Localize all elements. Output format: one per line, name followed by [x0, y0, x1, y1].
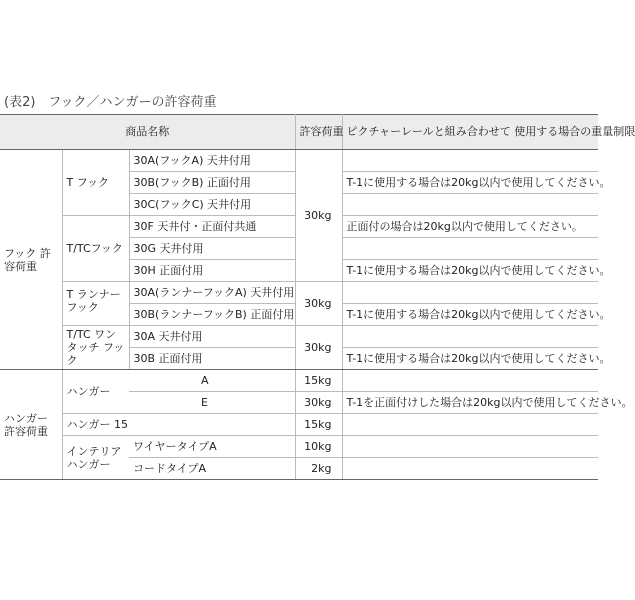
- load-value: 30kg: [295, 150, 342, 282]
- product-item: ワイヤータイプA: [129, 436, 295, 458]
- onetouch-hook-label: T/TC ワンタッチ フック: [62, 326, 129, 370]
- header-limit: ピクチャーレールと組み合わせて 使用する場合の重量制限: [342, 115, 598, 150]
- table-row: [0, 436, 598, 458]
- note-cell: T-1に使用する場合は20kg以内で使用してください。: [342, 304, 598, 326]
- hanger15-label: ハンガー 15: [62, 414, 295, 436]
- note-cell: [342, 194, 598, 216]
- table-caption: (表2) フック／ハンガーの許容荷重: [4, 95, 217, 110]
- table-row: [0, 282, 598, 304]
- product-item: 30A 天井付用: [129, 326, 295, 348]
- product-item: 30B 正面付用: [129, 348, 295, 370]
- load-value: 30kg: [295, 326, 342, 370]
- interior-hanger-label: インテリア ハンガー: [62, 436, 129, 480]
- note-cell: T-1に使用する場合は20kg以内で使用してください。: [342, 172, 598, 194]
- header-product: 商品名称: [0, 115, 295, 150]
- product-item: 30A(フックA) 天井付用: [129, 150, 295, 172]
- load-table: [0, 114, 635, 480]
- load-value: 2kg: [295, 458, 342, 480]
- product-item: 30G 天井付用: [129, 238, 295, 260]
- note-cell: [342, 436, 598, 458]
- t-hook-label: T フック: [62, 150, 129, 216]
- table-header-row: [0, 115, 598, 150]
- note-cell: 正面付の場合は20kg以内で使用してください。: [342, 216, 598, 238]
- hanger-category: ハンガー 許容荷重: [0, 370, 62, 480]
- table-row: [0, 370, 598, 392]
- note-cell: [342, 414, 598, 436]
- product-item: コードタイプA: [129, 458, 295, 480]
- header-load: 許容荷重: [295, 115, 342, 150]
- load-value: 30kg: [295, 392, 342, 414]
- note-cell: T-1を正面付けした場合は20kg以内で使用してください。: [342, 392, 598, 414]
- load-value: 15kg: [295, 370, 342, 392]
- ttc-hook-label: T/TCフック: [62, 216, 129, 282]
- product-item: E: [129, 392, 295, 414]
- load-value: 10kg: [295, 436, 342, 458]
- note-cell: [342, 458, 598, 480]
- runner-hook-label: T ランナー フック: [62, 282, 129, 326]
- product-item: 30A(ランナーフックA) 天井付用: [129, 282, 295, 304]
- product-item: 30B(フックB) 正面付用: [129, 172, 295, 194]
- note-cell: [342, 238, 598, 260]
- note-cell: [342, 282, 598, 304]
- table-row: [0, 414, 598, 436]
- table-row: [0, 326, 598, 348]
- table-row: [0, 150, 598, 172]
- note-cell: [342, 370, 598, 392]
- note-cell: T-1に使用する場合は20kg以内で使用してください。: [342, 348, 598, 370]
- load-value: 30kg: [295, 282, 342, 326]
- load-value: 15kg: [295, 414, 342, 436]
- product-item: 30C(フックC) 天井付用: [129, 194, 295, 216]
- hook-category: フック 許容荷重: [0, 150, 62, 370]
- note-cell: T-1に使用する場合は20kg以内で使用してください。: [342, 260, 598, 282]
- product-item: 30H 正面付用: [129, 260, 295, 282]
- product-item: A: [129, 370, 295, 392]
- note-cell: [342, 150, 598, 172]
- hanger-label: ハンガー: [62, 370, 129, 414]
- note-cell: [342, 326, 598, 348]
- product-item: 30F 天井付・正面付共通: [129, 216, 295, 238]
- product-item: 30B(ランナーフックB) 正面付用: [129, 304, 295, 326]
